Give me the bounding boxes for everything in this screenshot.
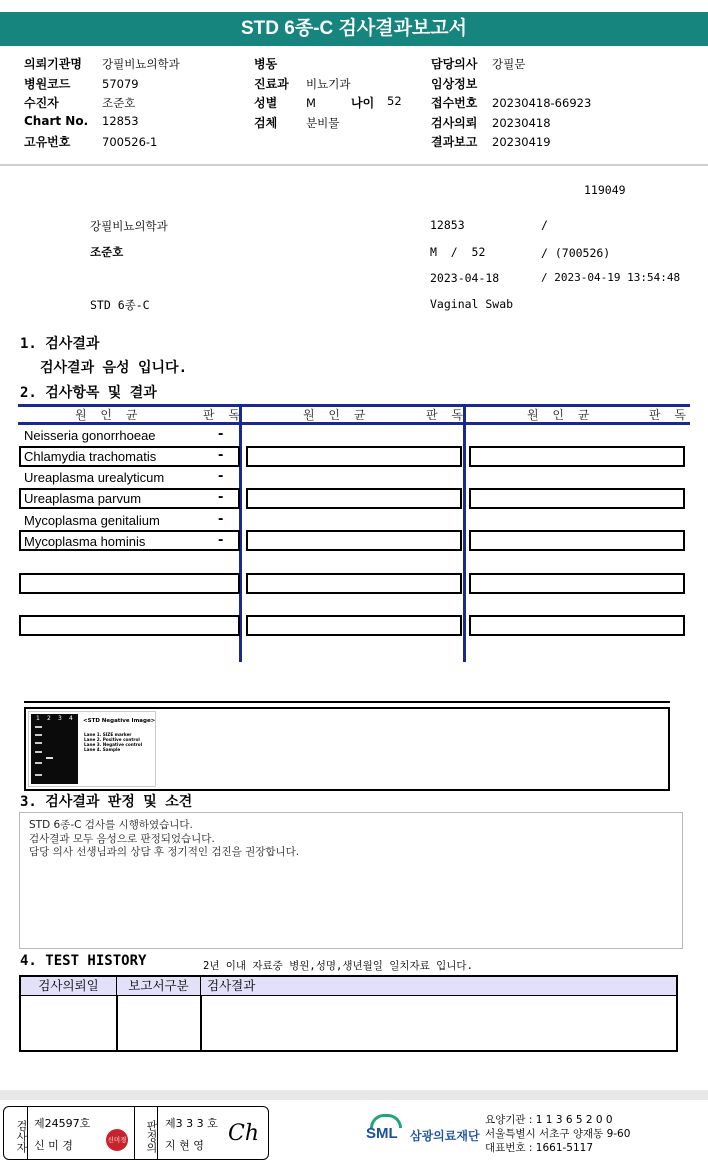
hdr-value: 12853 bbox=[102, 113, 139, 128]
gel-band bbox=[35, 734, 42, 736]
lane-number: 3 bbox=[58, 715, 62, 722]
result-cell bbox=[469, 573, 685, 594]
divider bbox=[24, 701, 670, 703]
summary-clinic: 강필비뇨의학과 bbox=[90, 219, 168, 233]
gel-legend-item: Lane 2. Positive control bbox=[84, 737, 140, 742]
tester-label: 검사자 bbox=[4, 1107, 28, 1160]
organism-name: Neisseria gonorrhoeae bbox=[24, 428, 156, 443]
hdr-label: Chart No. bbox=[24, 113, 89, 128]
opinion-box bbox=[19, 812, 683, 949]
sml-logo bbox=[366, 1114, 406, 1154]
history-header: 보고서구분 bbox=[117, 977, 201, 996]
result-cell bbox=[246, 573, 462, 594]
tester-seal: 신미경 bbox=[106, 1129, 128, 1151]
summary-specimen: Vaginal Swab bbox=[430, 297, 514, 311]
result-cell bbox=[469, 615, 685, 636]
section2-title: 2. 검사항목 및 결과 bbox=[20, 385, 157, 401]
opinion-line: STD 6종-C 검사를 시행하였습니다. bbox=[29, 819, 193, 831]
hdr-value: 강필문 bbox=[492, 57, 526, 71]
hdr-value: 700526-1 bbox=[102, 135, 158, 149]
organism-result: - bbox=[218, 448, 224, 463]
tester-name: 신 미 경 bbox=[34, 1139, 73, 1152]
hdr-label: 고유번호 bbox=[24, 135, 71, 149]
divider bbox=[0, 164, 708, 166]
organism-name: Ureaplasma urealyticum bbox=[24, 470, 165, 485]
approver-label: 판정의 bbox=[134, 1107, 158, 1160]
org-phone: 대표번호 : 1661-5117 bbox=[485, 1142, 594, 1154]
result-cell bbox=[246, 446, 462, 467]
hdr-label: 성별 bbox=[254, 96, 278, 110]
col-header-result: 판 독 bbox=[426, 408, 468, 422]
organism-name: Mycoplasma hominis bbox=[24, 534, 146, 549]
opinion-text bbox=[29, 819, 299, 860]
section1-text: 검사결과 음성 입니다. bbox=[40, 360, 188, 376]
result-cell bbox=[246, 530, 462, 551]
header-col2 bbox=[254, 55, 424, 133]
gel-title: <STD Negative Image> bbox=[83, 718, 156, 724]
age-value: 52 bbox=[387, 94, 402, 108]
col-header-organism: 원 인 균 bbox=[303, 408, 371, 422]
summary-date2: / 2023-04-19 13:54:48 bbox=[541, 271, 681, 284]
hdr-value: 20230419 bbox=[492, 135, 551, 149]
hdr-value: M bbox=[306, 96, 316, 110]
organism-name: Chlamydia trachomatis bbox=[24, 449, 157, 464]
summary-test: STD 6종-C bbox=[90, 298, 150, 312]
col-header-organism: 원 인 균 bbox=[75, 408, 143, 422]
history-col-line bbox=[200, 996, 202, 1051]
summary-chart: 12853 bbox=[430, 218, 465, 232]
gel-band bbox=[35, 774, 42, 776]
result-cell bbox=[469, 530, 685, 551]
result-cell bbox=[246, 615, 462, 636]
lane-number: 2 bbox=[47, 715, 51, 722]
gel-band bbox=[35, 762, 42, 764]
organism-result: - bbox=[218, 427, 224, 442]
result-cell bbox=[246, 488, 462, 509]
summary-name: 조준호 bbox=[90, 245, 124, 259]
hdr-label: 병동 bbox=[254, 57, 278, 71]
organism-name: Ureaplasma parvum bbox=[24, 491, 142, 506]
summary-sex-age: M / 52 bbox=[430, 245, 486, 259]
hdr-value: 분비물 bbox=[306, 115, 340, 130]
approver-signature: Ch bbox=[228, 1121, 260, 1146]
logo-mark: SML bbox=[366, 1125, 398, 1142]
result-cell bbox=[19, 615, 240, 636]
col-header-result: 판 독 bbox=[649, 408, 691, 422]
lane-number: 1 bbox=[36, 715, 40, 722]
hdr-label: 의뢰기관명 bbox=[24, 57, 82, 71]
result-cell bbox=[19, 573, 240, 594]
hdr-label: 임상정보 bbox=[431, 76, 478, 91]
col-divider bbox=[463, 404, 466, 662]
history-table bbox=[19, 975, 678, 1052]
org-info bbox=[485, 1113, 630, 1155]
organism-result: - bbox=[218, 469, 224, 484]
gel-legend-item: Lane 1. SIZE marker bbox=[84, 732, 132, 737]
hdr-label: 검사의뢰 bbox=[431, 115, 478, 130]
history-header: 검사결과 bbox=[201, 977, 676, 996]
organism-result: - bbox=[218, 533, 224, 548]
hdr-label: 진료과 bbox=[254, 76, 289, 91]
result-cell bbox=[469, 488, 685, 509]
gel-band bbox=[35, 751, 42, 753]
approver-name: 지 현 영 bbox=[165, 1139, 204, 1152]
hdr-value: 20230418 bbox=[492, 115, 551, 130]
gel-photo bbox=[31, 714, 78, 784]
col-header-result: 판 독 bbox=[203, 408, 245, 422]
hdr-value: 20230418-66923 bbox=[492, 96, 592, 110]
header-col3 bbox=[431, 55, 691, 153]
gel-legend bbox=[84, 732, 142, 752]
logo-name: 삼광의료재단 bbox=[410, 1129, 480, 1143]
history-col-line bbox=[116, 996, 118, 1051]
hdr-label: 병원코드 bbox=[24, 76, 71, 91]
result-cell bbox=[469, 446, 685, 467]
section3-title: 3. 검사결과 판정 및 소견 bbox=[20, 794, 193, 810]
header-col1 bbox=[24, 55, 244, 153]
report-code: 119049 bbox=[584, 183, 626, 197]
organism-result: - bbox=[218, 512, 224, 527]
hdr-label: 검체 bbox=[254, 115, 278, 130]
report-title: STD 6종-C 검사결과보고서 bbox=[0, 12, 708, 46]
section4-title: 4. TEST HISTORY bbox=[20, 953, 147, 969]
approver-number: 제3 3 3 호 bbox=[165, 1117, 218, 1130]
lane-number: 4 bbox=[69, 715, 73, 722]
summary-date1: 2023-04-18 bbox=[430, 271, 500, 285]
col-header-organism: 원 인 균 bbox=[527, 408, 595, 422]
tester-number: 제24597호 bbox=[34, 1117, 91, 1130]
summary-id: / (700526) bbox=[541, 246, 611, 260]
section1-title: 1. 검사결과 bbox=[20, 336, 100, 352]
history-header: 검사의뢰일 bbox=[21, 977, 117, 996]
hdr-value: 강필비뇨의학과 bbox=[102, 57, 180, 71]
organism-name: Mycoplasma genitalium bbox=[24, 513, 160, 528]
gel-legend-item: Lane 3. Negative control bbox=[84, 742, 143, 747]
hdr-label: 결과보고 bbox=[431, 135, 478, 149]
gel-band bbox=[35, 726, 42, 728]
gel-legend-item: Lane 4. Sample bbox=[84, 747, 121, 752]
gel-band bbox=[35, 742, 42, 744]
age-label: 나이 bbox=[351, 96, 375, 110]
hdr-value: 조준호 bbox=[102, 96, 136, 110]
gel-band bbox=[46, 757, 53, 759]
hdr-value: 57079 bbox=[102, 76, 139, 91]
hdr-label: 접수번호 bbox=[431, 96, 478, 110]
history-note: 2년 이내 자료중 병원,성명,생년월일 일치자료 입니다. bbox=[203, 960, 473, 972]
hdr-label: 수진자 bbox=[24, 96, 59, 110]
hdr-label: 담당의사 bbox=[431, 57, 478, 71]
footer-divider bbox=[0, 1090, 708, 1100]
organism-result: - bbox=[218, 490, 224, 505]
opinion-line: 담당 의사 선생님과의 상담 후 정기적인 검진을 권장합니다. bbox=[29, 846, 300, 858]
org-address: 서울특별시 서초구 양재동 9-60 bbox=[485, 1128, 631, 1140]
summary-slash: / bbox=[541, 218, 548, 232]
opinion-line: 검사결과 모두 음성으로 판정되었습니다. bbox=[29, 832, 215, 845]
gel-image bbox=[28, 711, 156, 787]
signature-box bbox=[3, 1106, 269, 1160]
hdr-value: 비뇨기과 bbox=[306, 76, 351, 91]
org-code: 요양기관 : 1 1 3 6 5 2 0 0 bbox=[485, 1114, 613, 1126]
